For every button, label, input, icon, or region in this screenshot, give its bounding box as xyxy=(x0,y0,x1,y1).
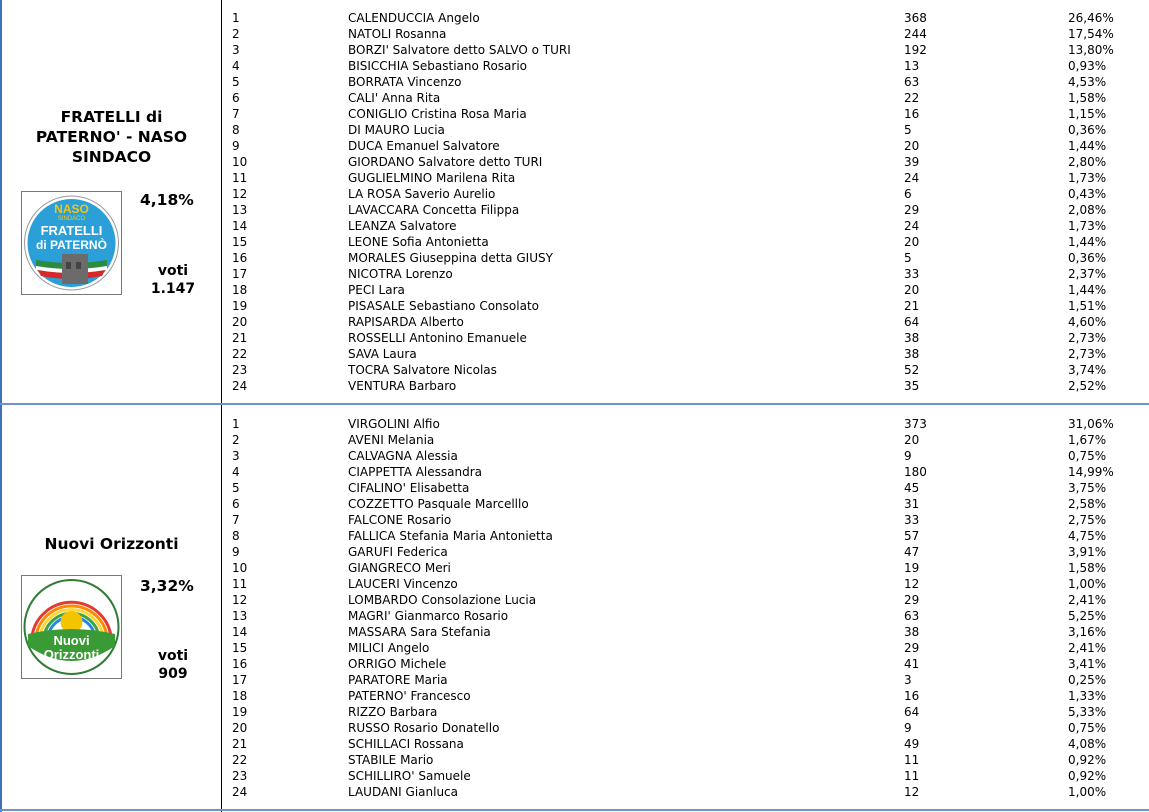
candidate-row xyxy=(222,736,1149,752)
candidate-name: MASSARA Sara Stefania xyxy=(348,625,491,639)
candidate-votes: 5 xyxy=(904,123,912,137)
candidate-name: PISASALE Sebastiano Consolato xyxy=(348,299,539,313)
candidate-percentage: 1,58% xyxy=(1068,91,1107,105)
candidate-percentage: 0,92% xyxy=(1068,753,1107,767)
candidate-name: RIZZO Barbara xyxy=(348,705,438,719)
party-percentage: 4,18% xyxy=(140,191,194,209)
candidate-row xyxy=(222,752,1149,768)
candidate-number: 11 xyxy=(232,577,248,591)
candidate-name: LAUDANI Gianluca xyxy=(348,785,459,799)
candidate-name: PECI Lara xyxy=(348,283,405,297)
candidate-percentage: 13,80% xyxy=(1068,43,1114,57)
candidate-percentage: 0,75% xyxy=(1068,721,1107,735)
candidate-votes: 9 xyxy=(904,721,912,735)
candidate-percentage: 4,75% xyxy=(1068,529,1107,543)
candidate-row xyxy=(222,362,1149,378)
candidate-name: NATOLI Rosanna xyxy=(348,27,447,41)
votes-label: voti xyxy=(157,263,189,279)
candidate-row xyxy=(222,298,1149,314)
candidate-row xyxy=(222,576,1149,592)
candidate-votes: 16 xyxy=(904,107,920,121)
candidate-number: 1 xyxy=(232,11,240,25)
votes-value: 909 xyxy=(158,666,188,682)
candidate-number: 17 xyxy=(232,673,248,687)
candidate-percentage: 26,46% xyxy=(1068,11,1114,25)
candidate-name: DUCA Emanuel Salvatore xyxy=(348,139,500,153)
candidate-row xyxy=(222,624,1149,640)
candidate-percentage: 0,36% xyxy=(1068,123,1107,137)
votes-label: voti xyxy=(157,648,189,664)
candidate-row xyxy=(222,90,1149,106)
svg-text:Orizzonti: Orizzonti xyxy=(43,647,100,662)
candidate-number: 13 xyxy=(232,203,248,217)
candidate-number: 11 xyxy=(232,171,248,185)
candidate-number: 10 xyxy=(232,561,248,575)
candidate-name: LA ROSA Saverio Aurelio xyxy=(348,187,496,201)
candidate-percentage: 2,80% xyxy=(1068,155,1107,169)
candidate-number: 14 xyxy=(232,219,248,233)
candidate-row xyxy=(222,106,1149,122)
candidate-votes: 33 xyxy=(904,267,920,281)
candidate-row xyxy=(222,250,1149,266)
candidate-votes: 19 xyxy=(904,561,920,575)
candidate-number: 10 xyxy=(232,155,248,169)
candidate-votes: 39 xyxy=(904,155,920,169)
candidate-votes: 16 xyxy=(904,689,920,703)
candidate-name: GIORDANO Salvatore detto TURI xyxy=(348,155,543,169)
candidate-number: 4 xyxy=(232,465,240,479)
candidate-percentage: 0,93% xyxy=(1068,59,1107,73)
candidate-votes: 35 xyxy=(904,379,920,393)
candidate-name: CIAPPETTA Alessandra xyxy=(348,465,483,479)
candidate-votes: 29 xyxy=(904,641,920,655)
svg-text:Nuovi: Nuovi xyxy=(53,633,90,648)
candidate-number: 17 xyxy=(232,267,248,281)
candidate-name: DI MAURO Lucia xyxy=(348,123,445,137)
candidate-number: 6 xyxy=(232,91,240,105)
candidate-percentage: 1,73% xyxy=(1068,219,1107,233)
candidate-percentage: 0,25% xyxy=(1068,673,1107,687)
candidate-number: 23 xyxy=(232,363,248,377)
candidate-votes: 24 xyxy=(904,171,920,185)
candidate-percentage: 0,43% xyxy=(1068,187,1107,201)
candidate-name: RAPISARDA Alberto xyxy=(348,315,464,329)
candidate-number: 9 xyxy=(232,139,240,153)
candidate-name: CIFALINO' Elisabetta xyxy=(348,481,470,495)
candidate-number: 15 xyxy=(232,235,248,249)
candidate-name: FALLICA Stefania Maria Antonietta xyxy=(348,529,553,543)
candidate-votes: 45 xyxy=(904,481,920,495)
candidate-votes: 52 xyxy=(904,363,920,377)
candidate-number: 12 xyxy=(232,593,248,607)
candidate-number: 22 xyxy=(232,347,248,361)
candidate-number: 18 xyxy=(232,283,248,297)
candidate-row xyxy=(222,560,1149,576)
candidate-row xyxy=(222,768,1149,784)
svg-text:FRATELLI: FRATELLI xyxy=(40,223,103,238)
candidate-number: 14 xyxy=(232,625,248,639)
candidate-row xyxy=(222,170,1149,186)
candidate-name: SCHILLIRO' Samuele xyxy=(348,769,471,783)
candidate-name: GIANGRECO Meri xyxy=(348,561,451,575)
candidate-name: RUSSO Rosario Donatello xyxy=(348,721,500,735)
candidate-percentage: 1,44% xyxy=(1068,235,1107,249)
candidate-row xyxy=(222,154,1149,170)
candidate-votes: 38 xyxy=(904,347,920,361)
candidate-row xyxy=(222,592,1149,608)
candidate-percentage: 1,44% xyxy=(1068,283,1107,297)
candidate-name: MORALES Giuseppina detta GIUSY xyxy=(348,251,553,265)
candidate-number: 8 xyxy=(232,529,240,543)
candidate-name: LAUCERI Vincenzo xyxy=(348,577,458,591)
candidate-votes: 373 xyxy=(904,417,927,431)
nuovi-orizzonti-logo xyxy=(21,575,122,679)
candidate-row xyxy=(222,496,1149,512)
fratelli-di-paterno-logo xyxy=(21,191,122,295)
candidate-percentage: 3,74% xyxy=(1068,363,1107,377)
candidate-votes: 6 xyxy=(904,187,912,201)
candidate-percentage: 1,33% xyxy=(1068,689,1107,703)
candidate-number: 4 xyxy=(232,59,240,73)
party-block-1 xyxy=(2,0,221,403)
candidate-percentage: 2,37% xyxy=(1068,267,1107,281)
candidate-name: VIRGOLINI Alfio xyxy=(348,417,440,431)
candidate-votes: 41 xyxy=(904,657,920,671)
candidate-name: CONIGLIO Cristina Rosa Maria xyxy=(348,107,527,121)
candidate-number: 22 xyxy=(232,753,248,767)
candidate-name: COZZETTO Pasquale Marcelllo xyxy=(348,497,529,511)
candidate-votes: 20 xyxy=(904,433,920,447)
candidate-percentage: 4,53% xyxy=(1068,75,1107,89)
candidate-number: 7 xyxy=(232,513,240,527)
candidate-votes: 20 xyxy=(904,283,920,297)
candidate-percentage: 2,08% xyxy=(1068,203,1107,217)
candidate-votes: 13 xyxy=(904,59,920,73)
candidate-number: 8 xyxy=(232,123,240,137)
candidate-number: 21 xyxy=(232,737,248,751)
party-name-line: SINDACO xyxy=(71,148,152,166)
candidate-votes: 31 xyxy=(904,497,920,511)
candidate-number: 5 xyxy=(232,481,240,495)
candidate-percentage: 1,00% xyxy=(1068,785,1107,799)
candidate-name: CALVAGNA Alessia xyxy=(348,449,458,463)
candidate-row xyxy=(222,218,1149,234)
candidate-votes: 38 xyxy=(904,331,920,345)
candidate-percentage: 17,54% xyxy=(1068,27,1114,41)
candidate-row xyxy=(222,266,1149,282)
candidate-name: AVENI Melania xyxy=(348,433,435,447)
party-block-2 xyxy=(2,405,221,809)
candidate-row xyxy=(222,656,1149,672)
candidate-percentage: 5,25% xyxy=(1068,609,1107,623)
candidate-percentage: 0,36% xyxy=(1068,251,1107,265)
candidate-votes: 12 xyxy=(904,577,920,591)
candidate-percentage: 3,91% xyxy=(1068,545,1107,559)
candidate-name: BORRATA Vincenzo xyxy=(348,75,462,89)
party-votes xyxy=(140,647,206,683)
candidate-name: STABILE Mario xyxy=(348,753,434,767)
candidate-votes: 11 xyxy=(904,753,920,767)
candidate-row xyxy=(222,234,1149,250)
candidate-percentage: 1,51% xyxy=(1068,299,1107,313)
candidate-name: TOCRA Salvatore Nicolas xyxy=(348,363,497,377)
candidate-row xyxy=(222,672,1149,688)
candidate-name: NICOTRA Lorenzo xyxy=(348,267,453,281)
candidate-number: 19 xyxy=(232,705,248,719)
candidate-name: CALENDUCCIA Angelo xyxy=(348,11,480,25)
candidate-votes: 12 xyxy=(904,785,920,799)
candidate-percentage: 2,41% xyxy=(1068,593,1107,607)
candidate-name: CALI' Anna Rita xyxy=(348,91,441,105)
candidate-name: PATERNO' Francesco xyxy=(348,689,471,703)
candidate-name: MILICI Angelo xyxy=(348,641,430,655)
svg-text:NASO: NASO xyxy=(54,202,89,216)
candidate-votes: 49 xyxy=(904,737,920,751)
candidate-percentage: 0,92% xyxy=(1068,769,1107,783)
candidate-row xyxy=(222,10,1149,26)
candidate-name: MAGRI' Gianmarco Rosario xyxy=(348,609,509,623)
candidate-votes: 5 xyxy=(904,251,912,265)
candidate-row xyxy=(222,432,1149,448)
candidate-number: 19 xyxy=(232,299,248,313)
candidate-votes: 244 xyxy=(904,27,927,41)
candidate-row xyxy=(222,202,1149,218)
candidate-number: 12 xyxy=(232,187,248,201)
candidate-name: GUGLIELMINO Marilena Rita xyxy=(348,171,516,185)
candidate-row xyxy=(222,346,1149,362)
candidate-votes: 47 xyxy=(904,545,920,559)
candidate-percentage: 2,75% xyxy=(1068,513,1107,527)
candidate-votes: 21 xyxy=(904,299,920,313)
candidate-number: 18 xyxy=(232,689,248,703)
candidate-name: LAVACCARA Concetta Filippa xyxy=(348,203,520,217)
candidate-number: 16 xyxy=(232,251,248,265)
candidate-number: 21 xyxy=(232,331,248,345)
candidate-name: FALCONE Rosario xyxy=(348,513,452,527)
candidate-name: GARUFI Federica xyxy=(348,545,448,559)
candidate-name: LEONE Sofia Antonietta xyxy=(348,235,489,249)
candidate-row xyxy=(222,74,1149,90)
candidate-percentage: 2,58% xyxy=(1068,497,1107,511)
candidate-percentage: 4,60% xyxy=(1068,315,1107,329)
candidate-votes: 64 xyxy=(904,315,920,329)
candidate-row xyxy=(222,448,1149,464)
candidate-row xyxy=(222,608,1149,624)
candidate-number: 15 xyxy=(232,641,248,655)
candidate-number: 1 xyxy=(232,417,240,431)
candidate-votes: 3 xyxy=(904,673,912,687)
candidate-number: 5 xyxy=(232,75,240,89)
candidate-percentage: 2,73% xyxy=(1068,347,1107,361)
candidate-number: 20 xyxy=(232,315,248,329)
candidate-percentage: 0,75% xyxy=(1068,449,1107,463)
candidate-number: 3 xyxy=(232,449,240,463)
candidate-row xyxy=(222,122,1149,138)
candidate-row xyxy=(222,138,1149,154)
candidate-votes: 20 xyxy=(904,235,920,249)
candidate-row xyxy=(222,42,1149,58)
party-percentage: 3,32% xyxy=(140,577,194,595)
candidate-votes: 9 xyxy=(904,449,912,463)
candidate-votes: 180 xyxy=(904,465,927,479)
candidate-number: 7 xyxy=(232,107,240,121)
candidate-votes: 57 xyxy=(904,529,920,543)
candidate-percentage: 1,67% xyxy=(1068,433,1107,447)
candidate-row xyxy=(222,186,1149,202)
candidate-votes: 29 xyxy=(904,203,920,217)
candidate-row xyxy=(222,464,1149,480)
candidate-number: 23 xyxy=(232,769,248,783)
candidate-votes: 29 xyxy=(904,593,920,607)
candidate-votes: 64 xyxy=(904,705,920,719)
candidate-percentage: 5,33% xyxy=(1068,705,1107,719)
bottom-border xyxy=(0,809,1149,811)
candidate-votes: 20 xyxy=(904,139,920,153)
candidate-name: PARATORE Maria xyxy=(348,673,448,687)
candidate-votes: 22 xyxy=(904,91,920,105)
candidate-row xyxy=(222,544,1149,560)
candidate-row xyxy=(222,58,1149,74)
candidate-number: 3 xyxy=(232,43,240,57)
candidate-votes: 24 xyxy=(904,219,920,233)
candidate-percentage: 2,73% xyxy=(1068,331,1107,345)
candidate-row xyxy=(222,720,1149,736)
party-name-line: PATERNO' - NASO xyxy=(35,128,188,146)
candidate-row xyxy=(222,480,1149,496)
party-name xyxy=(2,107,221,167)
candidate-number: 13 xyxy=(232,609,248,623)
party-name-line: FRATELLI di xyxy=(60,108,163,126)
candidate-percentage: 3,75% xyxy=(1068,481,1107,495)
candidate-votes: 63 xyxy=(904,75,920,89)
candidate-votes: 368 xyxy=(904,11,927,25)
candidate-name: VENTURA Barbaro xyxy=(348,379,457,393)
candidate-row xyxy=(222,314,1149,330)
candidate-number: 2 xyxy=(232,27,240,41)
candidate-percentage: 3,16% xyxy=(1068,625,1107,639)
candidate-row xyxy=(222,512,1149,528)
candidate-row xyxy=(222,784,1149,800)
party-votes xyxy=(140,262,206,298)
candidate-row xyxy=(222,378,1149,394)
party-name xyxy=(2,534,221,554)
candidate-percentage: 1,73% xyxy=(1068,171,1107,185)
candidate-percentage: 2,41% xyxy=(1068,641,1107,655)
candidate-votes: 33 xyxy=(904,513,920,527)
candidate-number: 20 xyxy=(232,721,248,735)
candidate-percentage: 2,52% xyxy=(1068,379,1107,393)
candidate-percentage: 14,99% xyxy=(1068,465,1114,479)
svg-text:SINDACO: SINDACO xyxy=(57,216,86,222)
party-name-line: Nuovi Orizzonti xyxy=(44,535,179,553)
candidate-name: LOMBARDO Consolazione Lucia xyxy=(348,593,537,607)
candidate-name: ORRIGO Michele xyxy=(348,657,447,671)
candidate-number: 16 xyxy=(232,657,248,671)
candidate-percentage: 3,41% xyxy=(1068,657,1107,671)
svg-text:di PATERNÒ: di PATERNÒ xyxy=(36,238,107,252)
candidate-name: SAVA Laura xyxy=(348,347,417,361)
candidate-votes: 63 xyxy=(904,609,920,623)
candidate-name: LEANZA Salvatore xyxy=(348,219,457,233)
candidate-row xyxy=(222,704,1149,720)
candidate-percentage: 1,15% xyxy=(1068,107,1107,121)
candidate-number: 6 xyxy=(232,497,240,511)
candidate-row xyxy=(222,688,1149,704)
candidate-percentage: 31,06% xyxy=(1068,417,1114,431)
candidate-percentage: 1,00% xyxy=(1068,577,1107,591)
candidate-votes: 192 xyxy=(904,43,927,57)
candidate-percentage: 4,08% xyxy=(1068,737,1107,751)
candidate-votes: 11 xyxy=(904,769,920,783)
candidate-number: 2 xyxy=(232,433,240,447)
candidate-name: BISICCHIA Sebastiano Rosario xyxy=(348,59,528,73)
candidate-row xyxy=(222,640,1149,656)
candidate-row xyxy=(222,282,1149,298)
candidate-number: 24 xyxy=(232,379,248,393)
candidate-row xyxy=(222,26,1149,42)
candidate-number: 9 xyxy=(232,545,240,559)
candidate-row xyxy=(222,330,1149,346)
candidate-name: ROSSELLI Antonino Emanuele xyxy=(348,331,527,345)
candidate-votes: 38 xyxy=(904,625,920,639)
candidate-percentage: 1,58% xyxy=(1068,561,1107,575)
candidate-name: SCHILLACI Rossana xyxy=(348,737,464,751)
candidate-row xyxy=(222,528,1149,544)
candidate-row xyxy=(222,416,1149,432)
votes-value: 1.147 xyxy=(150,281,196,297)
candidate-name: BORZI' Salvatore detto SALVO o TURI xyxy=(348,43,571,57)
candidate-number: 24 xyxy=(232,785,248,799)
candidate-percentage: 1,44% xyxy=(1068,139,1107,153)
